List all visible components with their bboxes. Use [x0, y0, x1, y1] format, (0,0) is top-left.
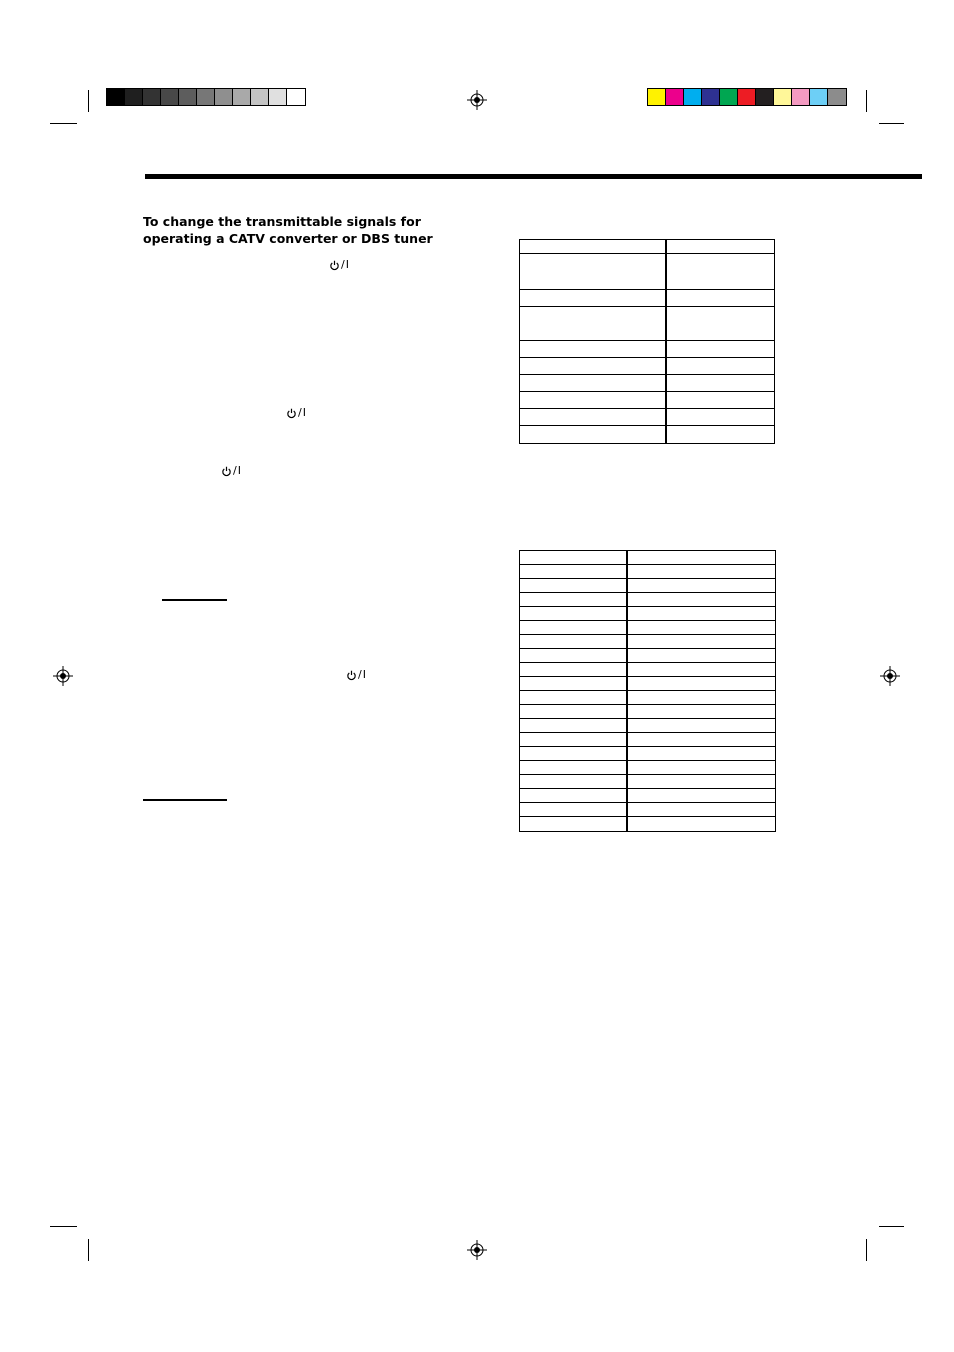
color-swatch: [810, 89, 828, 105]
color-swatch: [125, 89, 143, 105]
table-row: [520, 649, 776, 663]
table-row: [520, 677, 776, 691]
power-separator: /: [233, 464, 237, 477]
table-row: [520, 663, 776, 677]
table-row: [520, 307, 775, 341]
heading-line-2: operating a CATV converter or DBS tuner: [143, 231, 433, 246]
color-swatch: [107, 89, 125, 105]
registration-mark-icon: [467, 1240, 487, 1260]
color-swatch: [143, 89, 161, 105]
color-swatch: [702, 89, 720, 105]
table-row: [520, 254, 775, 290]
table-row: [520, 240, 775, 254]
note-underline: [162, 599, 227, 601]
power-bar: I: [345, 258, 349, 271]
crop-mark: [88, 90, 89, 112]
color-swatch: [215, 89, 233, 105]
crop-mark: [879, 1226, 904, 1227]
standby-power-icon: [329, 260, 340, 271]
table-row: [520, 593, 776, 607]
color-swatch: [269, 89, 287, 105]
table-row: [520, 375, 775, 392]
color-swatch: [684, 89, 702, 105]
color-swatch: [756, 89, 774, 105]
standby-power-icon: [286, 408, 297, 419]
table-row: [520, 579, 776, 593]
table-row: [520, 607, 776, 621]
crop-mark: [866, 90, 867, 112]
table-row: [520, 621, 776, 635]
color-swatch: [197, 89, 215, 105]
color-swatch: [720, 89, 738, 105]
color-swatch: [179, 89, 197, 105]
table-row: [520, 358, 775, 375]
color-swatch: [792, 89, 810, 105]
crop-mark: [879, 123, 904, 124]
registration-mark-icon: [467, 90, 487, 110]
power-separator: /: [298, 406, 302, 419]
color-swatch: [251, 89, 269, 105]
color-swatch: [648, 89, 666, 105]
table-row: [520, 551, 776, 565]
color-swatch: [161, 89, 179, 105]
heading-line-1: To change the transmittable signals for: [143, 214, 421, 229]
table-row: [520, 392, 775, 409]
table-row: [520, 747, 776, 761]
code-table-2: [519, 550, 776, 832]
crop-mark: [866, 1239, 867, 1261]
table-row: [520, 789, 776, 803]
process-color-bar: [647, 88, 847, 106]
power-bar: I: [237, 464, 241, 477]
grayscale-color-bar: [106, 88, 306, 106]
table-row: [520, 290, 775, 307]
color-swatch: [738, 89, 756, 105]
table-row: [520, 341, 775, 358]
standby-power-icon: [346, 670, 357, 681]
code-table-1: [519, 239, 775, 444]
table-row: [520, 705, 776, 719]
section-heading: [143, 213, 443, 247]
table-row: [520, 775, 776, 789]
power-symbol: [221, 465, 241, 477]
table-row: [520, 635, 776, 649]
power-symbol: [286, 407, 306, 419]
table-row: [520, 409, 775, 426]
color-swatch: [666, 89, 684, 105]
table-row: [520, 719, 776, 733]
color-swatch: [233, 89, 251, 105]
power-symbol: [346, 669, 366, 681]
standby-power-icon: [221, 466, 232, 477]
crop-mark: [50, 123, 77, 124]
registration-mark-icon: [880, 666, 900, 686]
table-row: [520, 761, 776, 775]
power-separator: /: [341, 258, 345, 271]
table-row: [520, 733, 776, 747]
table-row: [520, 817, 776, 832]
color-swatch: [828, 89, 846, 105]
power-bar: I: [362, 668, 366, 681]
note-underline: [143, 799, 227, 801]
power-symbol: [329, 259, 349, 271]
power-separator: /: [358, 668, 362, 681]
crop-mark: [88, 1239, 89, 1261]
header-rule: [145, 174, 922, 179]
table-row: [520, 565, 776, 579]
color-swatch: [287, 89, 305, 105]
table-row: [520, 691, 776, 705]
table-row: [520, 426, 775, 444]
color-swatch: [774, 89, 792, 105]
table-row: [520, 803, 776, 817]
registration-mark-icon: [53, 666, 73, 686]
crop-mark: [50, 1226, 77, 1227]
power-bar: I: [302, 406, 306, 419]
